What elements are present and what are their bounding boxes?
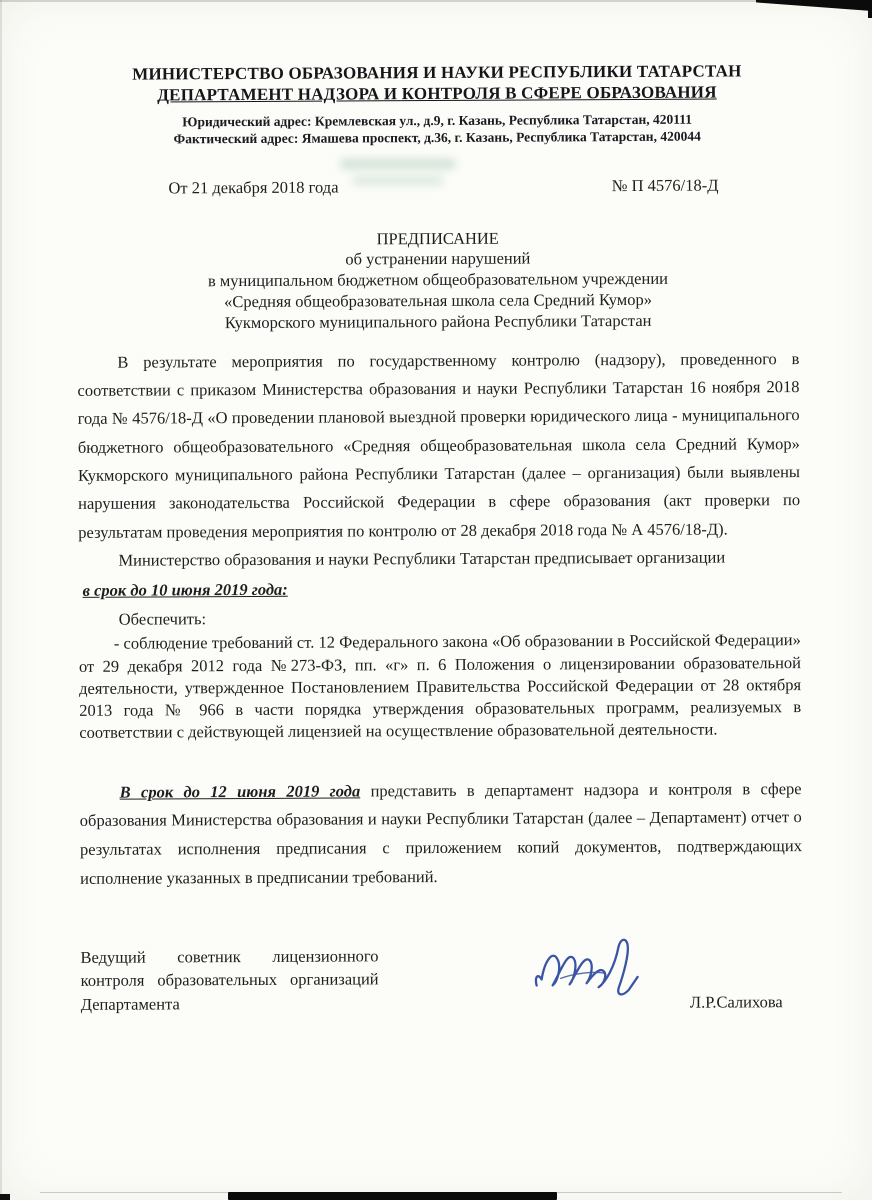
document-date: От 21 декабря 2018 года bbox=[168, 177, 339, 198]
paragraph-inspection-result: В результате мероприятия по государственному контролю (надзору), проведенного в соответствии с приказом Министерства образования и науки Республики Татарстан 16 ноября 2018 года № 4576/18-Д «О проведении плановой выездной проверки юридического лица - муниципального бюджетного общеобразовательного «Средняя общеобразовательная школа села Средний Кумор» Кукморского муниципального района Республики Татарстан (далее – организация) были выявлены нарушения законодательства Российской Федерации в сфере образования (акт проверки по результатам проведения мероприятия по контролю от 28 декабря 2018 года № А 4576/18-Д). bbox=[77, 348, 801, 542]
title-line-2: об устранении нарушений bbox=[345, 248, 531, 269]
document-number: № П 4576/18-Д bbox=[611, 175, 719, 195]
title-line-4: «Средняя общеобразовательная школа села Средний Кумор» bbox=[224, 289, 653, 312]
paragraph-report bbox=[80, 775, 803, 894]
handwritten-signature bbox=[530, 928, 656, 1003]
actual-address: Фактический адрес: Ямашева проспект, д.36, г. Казань, Республика Татарстан, 420044 bbox=[173, 129, 701, 147]
document-title bbox=[77, 227, 800, 335]
paragraph-requirement: - соблюдение требований ст. 12 Федерального закона «Об образовании в Российской Федерации» от 29 декабря 2012 года №273-ФЗ, пп. «г» п. 6 Положения о лицензировании образовательной деятельности, утвержденное Постановлением Правительства Российской Федерации от 28 октября 2013 года № 966 в части порядка утверждения образовательных программ, реализуемых в соответствии с действующей лицензией на осуществление образовательной деятельности. bbox=[78, 630, 802, 743]
letterhead bbox=[76, 60, 798, 148]
ministry-name: МИНИСТЕРСТВО ОБРАЗОВАНИЯ И НАУКИ РЕСПУБЛИКИ ТАТАРСТАН bbox=[132, 61, 742, 84]
department-name: ДЕПАРТАМЕНТ НАДЗОРА И КОНТРОЛЯ В СФЕРЕ ОБРАЗОВАНИЯ bbox=[157, 82, 717, 105]
deadline-1-text: в срок до 10 июня 2019 года: bbox=[82, 579, 288, 600]
stamp-blob bbox=[340, 158, 456, 170]
deadline-1-line bbox=[83, 574, 801, 604]
ensure-label: Обеспечить: bbox=[118, 609, 207, 629]
title-line-1: ПРЕДПИСАНИЕ bbox=[376, 228, 499, 248]
signer-name: Л.Р.Салихова bbox=[689, 992, 783, 1012]
title-line-5: Кукморского муниципального района Республики Татарстан bbox=[224, 310, 652, 332]
paragraph-prescribes: Министерство образования и науки Республики Татарстан предписывает организации bbox=[118, 547, 726, 570]
report-clause-text: представить в департамент надзора и контроля в сфере образования Министерства образования и науки Республики Татарстан (далее – Департамент) отчет о результатах исполнения предписания с приложением копий документов, подтверждающих исполнение указанных в предписании требований. bbox=[79, 778, 802, 888]
scan-left-edge-line bbox=[0, 0, 2, 1200]
legal-address: Юридический адрес: Кремлевская ул., д.9, г. Казань, Республика Татарстан, 420111 bbox=[182, 111, 693, 130]
deadline-2-text: В срок до 12 июня 2019 года bbox=[119, 781, 361, 802]
title-line-3: в муниципальном бюджетном общеобразовательном учреждении bbox=[207, 269, 669, 291]
signature-block bbox=[80, 942, 802, 1018]
scan-bottom-black-bar bbox=[228, 1192, 557, 1200]
stamp-blob bbox=[352, 175, 444, 186]
scan-top-edge-line bbox=[0, 0, 872, 2]
scan-right-edge-mark bbox=[868, 0, 872, 18]
scan-bottom-left-mark bbox=[0, 1194, 10, 1200]
faded-stamp-artifact bbox=[334, 154, 466, 194]
signer-position: Ведущий советник лицензионного контроля образовательных организаций Департамента bbox=[80, 945, 379, 1015]
